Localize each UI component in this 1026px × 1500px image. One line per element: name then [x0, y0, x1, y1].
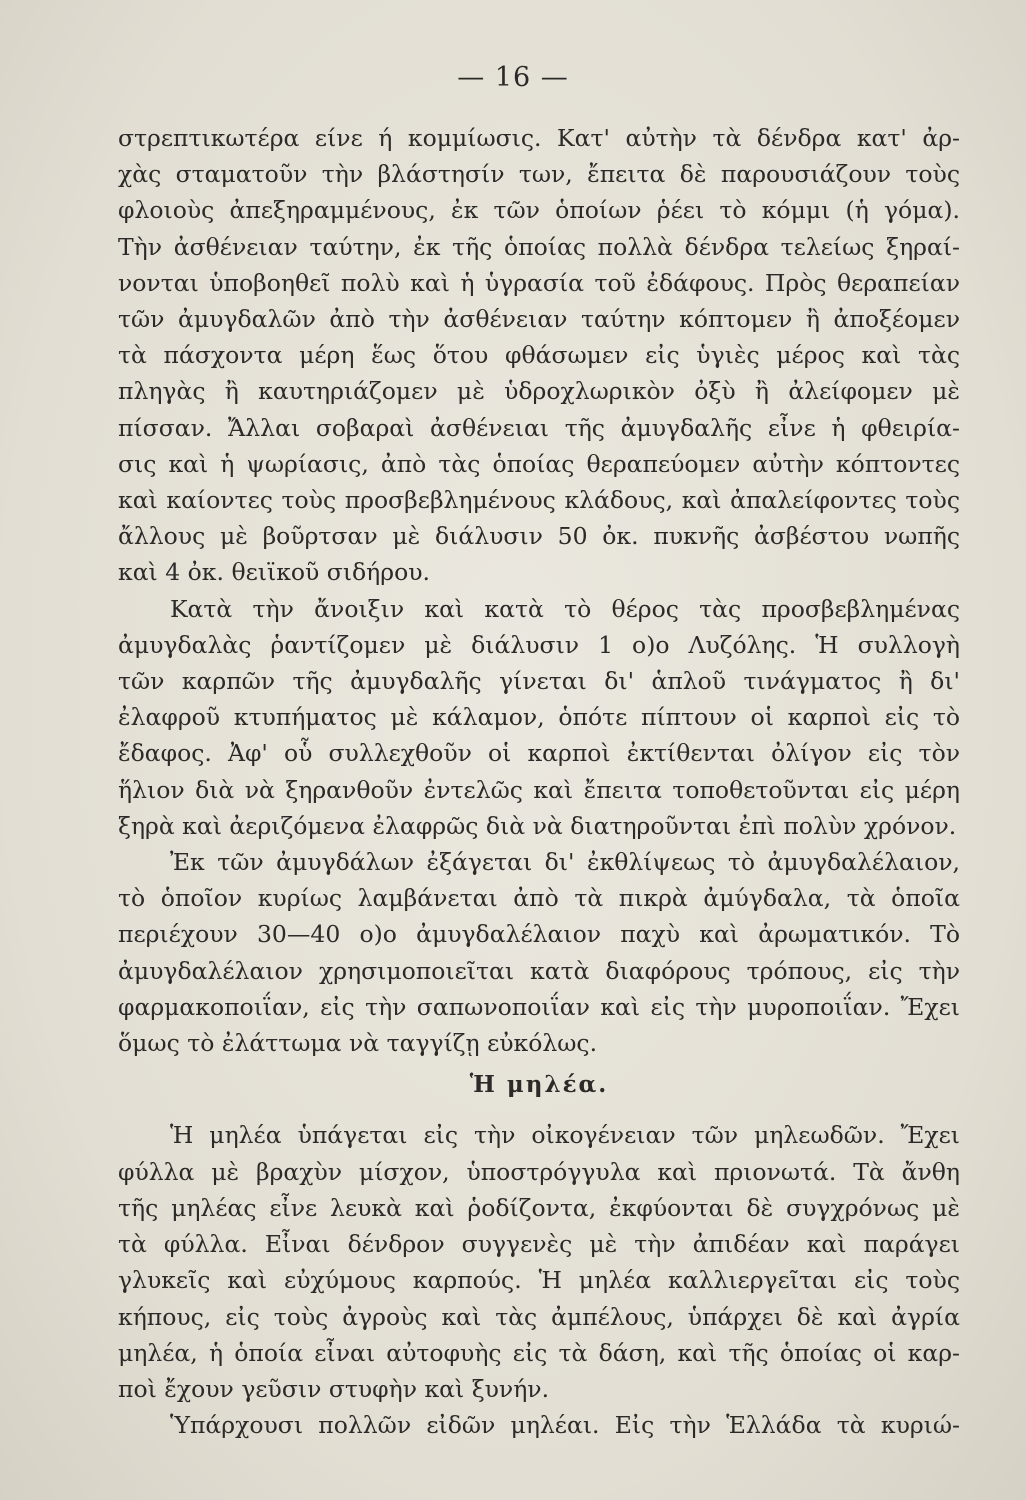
text-line: τῶν καρπῶν τῆς ἀμυγδαλῆς γίνεται δι' ἁπλοῦ τινάγματος ἢ δι' [118, 667, 960, 696]
text-line: Ὑπάρχουσι πολλῶν εἰδῶν μηλέαι. Εἰς τὴν Ἑλλάδα τὰ κυριώ- [170, 1411, 960, 1440]
text-line: φαρμακοποιΐαν, εἰς τὴν σαπωνοποιΐαν καὶ εἰς τὴν μυροποιΐαν. Ἔχει [118, 992, 960, 1021]
text-line: τὰ φύλλα. Εἶναι δένδρον συγγενὲς μὲ τὴν ἀπιδέαν καὶ παράγει [118, 1230, 960, 1259]
text-line: φύλλα μὲ βραχὺν μίσχον, ὑποστρόγγυλα καὶ πριονωτά. Τὰ ἄνθη [118, 1157, 960, 1186]
text-line: στρεπτικωτέρα είνε ή κομμίωσις. Κατ' αὐτὴν τὰ δένδρα κατ' ἀρ- [118, 124, 960, 152]
text-line: Τὴν ἀσθένειαν ταύτην, ἐκ τῆς ὁποίας πολλὰ δένδρα τελείως ξηραί- [118, 232, 960, 261]
text-line: ἄλλους μὲ βοῦρτσαν μὲ διάλυσιν 50 ὀκ. πυκνῆς ἀσβέστου νωπῆς [118, 522, 960, 551]
text-line: γλυκεῖς καὶ εὐχύμους καρπούς. Ἡ μηλέα καλλιεργεῖται εἰς τοὺς [118, 1266, 960, 1295]
text-line: ξηρὰ καὶ ἀεριζόμενα ἐλαφρῶς διὰ νὰ διατηροῦνται ἐπὶ πολὺν χρόνον. [118, 811, 957, 840]
text-line: τῶν ἀμυγδαλῶν ἀπὸ τὴν ἀσθένειαν ταύτην κόπτομεν ἢ ἀποξέομεν [118, 305, 960, 334]
text-line: Ἐκ τῶν ἀμυγδάλων ἐξάγεται δι' ἐκθλίψεως τὸ ἀμυγδαλέλαιον, [170, 848, 960, 877]
paragraph-apple-tree [118, 1117, 960, 1407]
text-line: καὶ καίοντες τοὺς προσβεβλημένους κλάδους, καὶ ἀπαλείφοντες τοὺς [118, 486, 960, 515]
text-line: κήπους, εἰς τοὺς ἀγροὺς καὶ τὰς ἀμπέλους, ὑπάρχει δὲ καὶ ἀγρία [118, 1302, 960, 1331]
text-line: ἥλιον διὰ νὰ ξηρανθοῦν ἐντελῶς καὶ ἔπειτα τοποθετοῦνται εἰς μέρη [118, 775, 960, 804]
text-line: νονται ὑποβοηθεῖ πολὺ καὶ ἡ ὑγρασία τοῦ ἐδάφους. Πρὸς θεραπείαν [118, 268, 960, 297]
text-line: ἀμυγδαλέλαιον χρησιμοποιεῖται κατὰ διαφόρους τρόπους, εἰς τὴν [118, 956, 960, 985]
paragraph-almond-diseases [118, 120, 960, 591]
text-line: φλοιοὺς ἀπεξηραμμένους, ἐκ τῶν ὁποίων ῥέει τὸ κόμμι (ἡ γόμα). [118, 196, 960, 225]
text-line: πληγὰς ἢ καυτηριάζομεν μὲ ὑδροχλωρικὸν ὀξὺ ἢ ἀλείφομεν μὲ [118, 377, 960, 406]
page-body [118, 120, 960, 1443]
text-line: ἀμυγδαλὰς ῥαντίζομεν μὲ διάλυσιν 1 ο)ο Λυζόλης. Ἡ συλλογὴ [118, 630, 960, 659]
text-line: μηλέα, ἡ ὁποία εἶναι αὐτοφυὴς εἰς τὰ δάση, καὶ τῆς ὁποίας οἱ καρ- [118, 1338, 960, 1367]
paragraph-apple-varieties [118, 1407, 960, 1443]
paragraph-almond-oil [118, 844, 960, 1061]
text-line: καὶ 4 ὀκ. θειϊκοῦ σιδήρου. [118, 558, 430, 587]
text-line: Κατὰ τὴν ἄνοιξιν καὶ κατὰ τὸ θέρος τὰς προσβεβλημένας [170, 594, 960, 623]
text-line: ἔδαφος. Ἀφ' οὗ συλλεχθοῦν οἱ καρποὶ ἐκτίθενται ὀλίγον εἰς τὸν [118, 739, 960, 768]
section-heading: Ἡ μηλέα. [469, 1071, 609, 1099]
text-line: σις καὶ ἡ ψωρίασις, ἀπὸ τὰς ὁποίας θεραπεύομεν αὐτὴν κόπτοντες [118, 449, 960, 478]
text-line: τῆς μηλέας εἶνε λευκὰ καὶ ῥοδίζοντα, ἐκφύονται δὲ συγχρόνως μὲ [118, 1193, 960, 1222]
text-line: τὸ ὁποῖον κυρίως λαμβάνεται ἀπὸ τὰ πικρὰ ἀμύγδαλα, τὰ ὁποῖα [118, 884, 960, 913]
paragraph-almond-harvest [118, 591, 960, 844]
text-line: πίσσαν. Ἄλλαι σοβαραὶ ἀσθένειαι τῆς ἀμυγδαλῆς εἶνε ἡ φθειρία- [118, 413, 960, 442]
text-line: περιέχουν 30—40 ο)ο ἀμυγδαλέλαιον παχὺ καὶ ἀρωματικόν. Τὸ [118, 920, 960, 949]
text-line: ποὶ ἔχουν γεῦσιν στυφὴν καὶ ξυνήν. [118, 1374, 550, 1403]
page-number: — 16 — [457, 62, 569, 93]
text-line: Ἡ μηλέα ὑπάγεται εἰς τὴν οἰκογένειαν τῶν μηλεωδῶν. Ἔχει [170, 1121, 960, 1150]
text-line: ἐλαφροῦ κτυπήματος μὲ κάλαμον, ὁπότε πίπτουν οἱ καρποὶ εἰς τὸ [118, 703, 960, 732]
text-line: ὅμως τὸ ἐλάττωμα νὰ ταγγίζῃ εὐκόλως. [118, 1029, 598, 1058]
text-line: τὰ πάσχοντα μέρη ἕως ὅτου φθάσωμεν εἰς ὑγιὲς μέρος καὶ τὰς [118, 341, 960, 370]
text-line: χὰς σταματοῦν τὴν βλάστησίν των, ἔπειτα δὲ παρουσιάζουν τοὺς [118, 160, 960, 189]
